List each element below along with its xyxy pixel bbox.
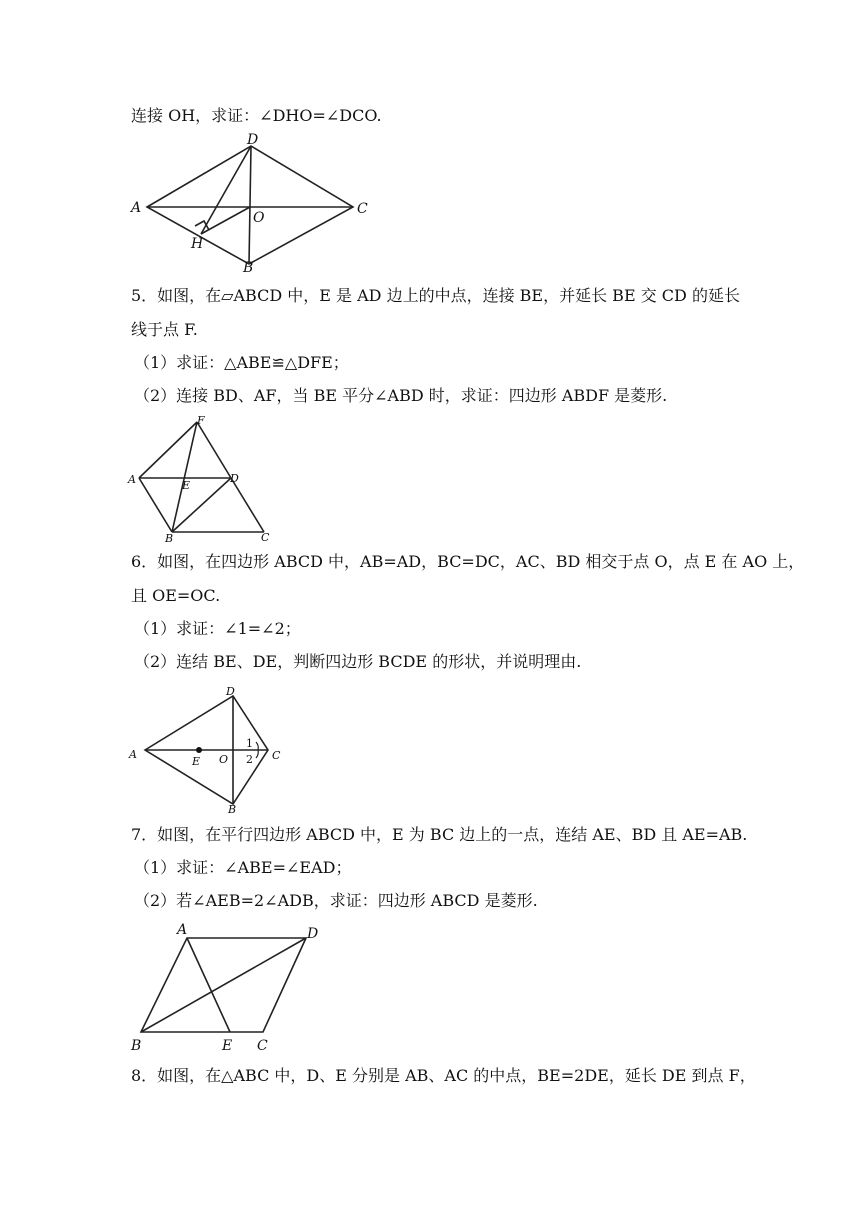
problem7-part2: （2）若∠AEB=2∠ADB，求证：四边形 ABCD 是菱形. bbox=[134, 891, 538, 910]
label-e: E bbox=[192, 755, 201, 768]
point-e bbox=[196, 747, 202, 753]
label-b: B bbox=[165, 532, 174, 545]
label-b: B bbox=[228, 803, 237, 816]
label-a: A bbox=[131, 200, 142, 216]
segment-bd bbox=[172, 478, 231, 532]
label-o: O bbox=[253, 210, 265, 226]
label-c: C bbox=[357, 201, 368, 217]
problem4-text: 连接 OH，求证：∠DHO=∠DCO. bbox=[131, 106, 382, 125]
label-d: D bbox=[226, 685, 235, 698]
diagonal-bd bbox=[249, 146, 251, 264]
problem8-line1: 8．如图，在△ABC 中，D、E 分别是 AB、AC 的中点，BE=2DE，延长 DE 到点 F， bbox=[131, 1066, 756, 1085]
parallelogram-figure-7 bbox=[125, 918, 335, 1058]
problem6-part2: （2）连结 BE、DE，判断四边形 BCDE 的形状，并说明理由. bbox=[134, 652, 582, 671]
label-angle-1: 1 bbox=[246, 737, 253, 750]
segment-ab bbox=[139, 478, 172, 532]
kite-figure bbox=[125, 680, 295, 815]
problem5-line1: 5．如图，在▱ABCD 中，E 是 AD 边上的中点，连接 BE，并延长 BE 交 CD 的延长 bbox=[131, 286, 740, 305]
label-a: A bbox=[128, 473, 136, 486]
label-d: D bbox=[247, 132, 259, 148]
label-e: E bbox=[222, 1038, 233, 1054]
label-b: B bbox=[131, 1038, 142, 1054]
problem7-line1: 7．如图，在平行四边形 ABCD 中，E 为 BC 边上的一点，连结 AE、BD 且 AE=AB. bbox=[131, 825, 748, 844]
label-b: B bbox=[243, 260, 254, 276]
label-a: A bbox=[177, 922, 188, 938]
problem6-part1: （1）求证：∠1=∠2； bbox=[134, 619, 301, 638]
problem7-part1: （1）求证：∠ABE=∠EAD； bbox=[134, 858, 352, 877]
label-d: D bbox=[307, 926, 319, 942]
label-c: C bbox=[272, 749, 281, 762]
label-h: H bbox=[191, 236, 204, 252]
label-o: O bbox=[219, 753, 229, 766]
problem5-line2: 线于点 F. bbox=[131, 320, 198, 339]
problem5-part2: （2）连接 BD、AF，当 BE 平分∠ABD 时，求证：四边形 ABDF 是菱形. bbox=[134, 386, 668, 405]
parallelogram-figure-5 bbox=[125, 414, 285, 544]
angle-mark-2 bbox=[256, 750, 258, 758]
segment-df bbox=[197, 422, 231, 478]
segment-bf bbox=[172, 422, 197, 532]
problem6-line1: 6．如图，在四边形 ABCD 中，AB=AD，BC=DC，AC、BD 相交于点 O，点 E 在 AO 上， bbox=[131, 552, 805, 571]
rhombus-figure bbox=[125, 130, 385, 280]
label-angle-2: 2 bbox=[246, 753, 253, 766]
angle-mark-1 bbox=[256, 742, 258, 750]
label-c: C bbox=[257, 1038, 268, 1054]
segment-dc bbox=[231, 478, 264, 532]
problem5-part1: （1）求证：△ABE≌△DFE； bbox=[134, 353, 349, 372]
label-c: C bbox=[261, 531, 270, 544]
label-f: F bbox=[197, 414, 205, 427]
label-e: E bbox=[182, 479, 191, 492]
problem6-line2: 且 OE=OC. bbox=[131, 586, 221, 605]
label-d: D bbox=[230, 472, 239, 485]
label-a: A bbox=[129, 748, 137, 761]
segment-af bbox=[139, 422, 197, 478]
